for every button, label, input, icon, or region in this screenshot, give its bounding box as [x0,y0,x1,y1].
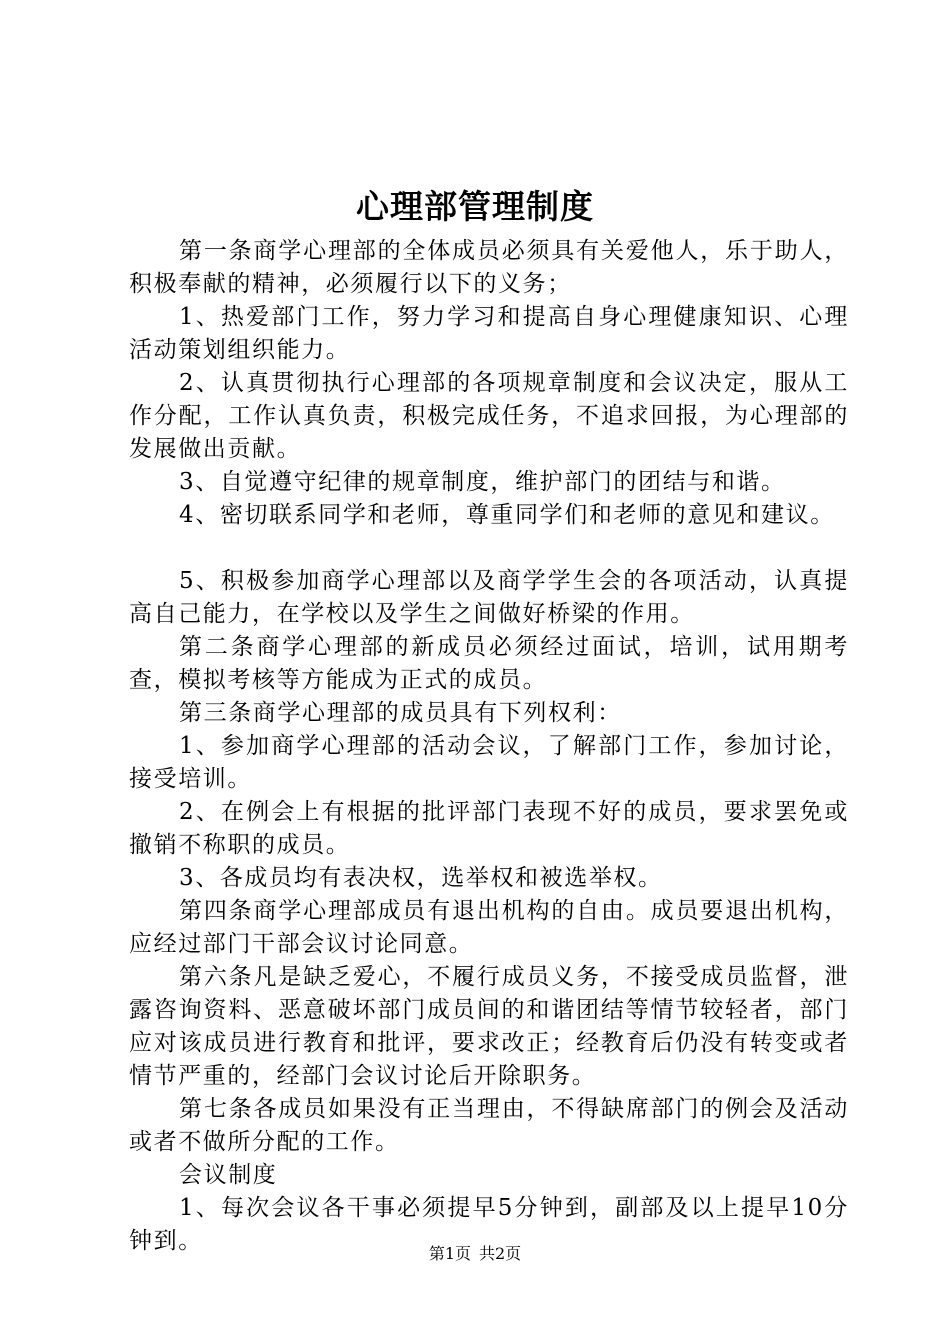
paragraph-duty-3: 3、自觉遵守纪律的规章制度，维护部门的团结与和谐。 [179,469,786,495]
paragraph-article-1: 第一条商学心理部的全体成员必须具有关爱他人，乐于助人，积极奉献的精神，必须履行以下的义务； [129,238,849,297]
page-footer [0,1242,950,1266]
document-title: 心理部管理制度 [356,187,594,226]
paragraph-duty-1: 1、热爱部门工作，努力学习和提高自身心理健康知识、心理活动策划组织能力。 [129,304,849,363]
paragraph-article-3: 第三条商学心理部的成员具有下列权利： [179,700,622,726]
paragraph-meeting-rule-1: 1、每次会议各干事必须提早5分钟到，副部及以上提早10分钟到。 [129,1195,849,1254]
section-heading-meeting-rules: 会议制度 [179,1162,278,1188]
paragraph-article-4: 第四条商学心理部成员有退出机构的自由。成员要退出机构，应经过部门干部会议讨论同意。 [129,898,849,957]
paragraph-duty-5: 5、积极参加商学心理部以及商学学生会的各项活动，认真提高自己能力，在学校以及学生之间做好桥梁的作用。 [129,568,849,627]
paragraph-right-2: 2、在例会上有根据的批评部门表现不好的成员，要求罢免或撤销不称职的成员。 [129,799,849,858]
paragraph-article-6: 第六条凡是缺乏爱心，不履行成员义务，不接受成员监督，泄露咨询资料、恶意破坏部门成员间的和谐团结等情节较轻者，部门应对该成员进行教育和批评，要求改正；经教育后仍没有转变或者情节严重的，经部门会议讨论后开除职务。 [129,964,849,1089]
page-total: 共2页 [479,1244,522,1263]
paragraph-article-7: 第七条各成员如果没有正当理由，不得缺席部门的例会及活动或者不做所分配的工作。 [129,1096,849,1155]
page-number: 第1页 [428,1244,471,1263]
paragraph-duty-4: 4、密切联系同学和老师，尊重同学们和老师的意见和建议。 [179,502,835,528]
paragraph-article-2: 第二条商学心理部的新成员必须经过面试，培训，试用期考查，模拟考核等方能成为正式的成员。 [129,634,849,693]
document-body [129,235,849,1258]
paragraph-right-3: 3、各成员均有表决权，选举权和被选举权。 [179,865,663,891]
paragraph-duty-2: 2、认真贯彻执行心理部的各项规章制度和会议决定，服从工作分配，工作认真负责，积极完成任务，不追求回报，为心理部的发展做出贡献。 [129,370,849,462]
paragraph-right-1: 1、参加商学心理部的活动会议，了解部门工作，参加讨论，接受培训。 [129,733,849,792]
